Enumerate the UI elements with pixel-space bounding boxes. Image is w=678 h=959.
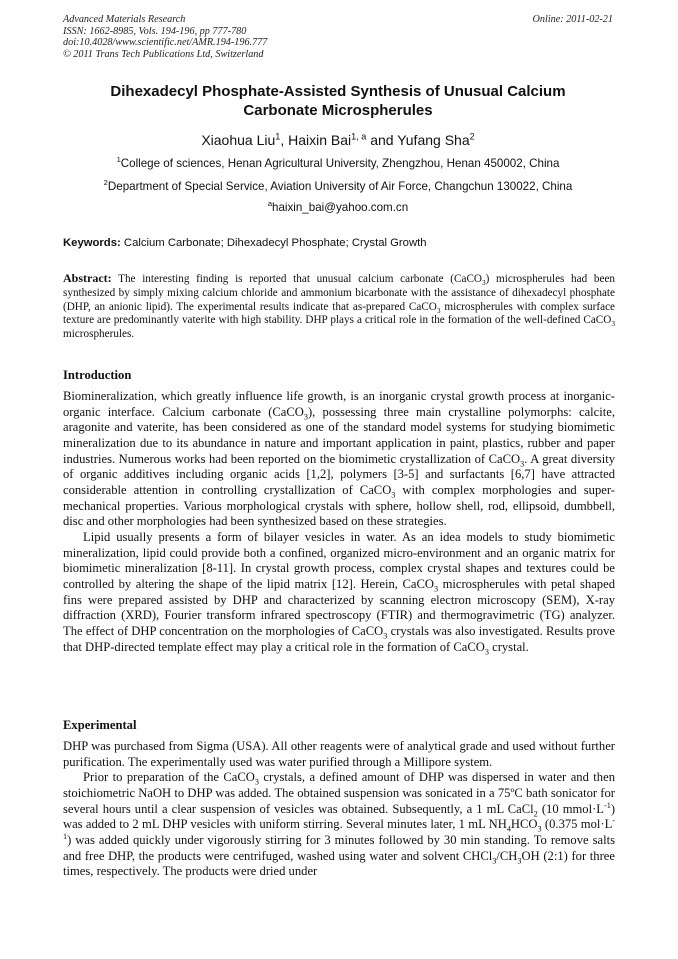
author-affil-mark: 1 [275,131,281,142]
paragraph: Lipid usually presents a form of bilayer vesicles in water. As an idea models to study biomimetic mineralization, lipid could provide both a confined, organized micro-environment and an organic matrix for biomimetic mineralization [8-11]. In crystal growth process, complex crystal shapes and textures could be controlled by altering the shape of the lipid matrix [12]. Herein, CaCO$_3$ microspherules with petal shaped fins were prepared assisted by DHP and characterized by scanning electron microscopy (SEM), X-ray diffraction (XRD), Fourier transform infrared spectroscopy (FTIR) and thermogravimetric (TG) analyzer. The effect of DHP concentration on the morphologies of CaCO$_3$ crystals was also investigated. Results prove that DHP-directed template effect may play a critical role in the formation of CaCO$_3$ crystal. [63,529,615,657]
online-date: Online: 2011-02-21 [532,14,613,25]
paragraph: Prior to preparation of the CaCO$_3$ crystals, a defined amount of DHP was dispersed in water and then stoichiometric NaOH to DHP was added. The obtained suspension was sonicated in a 75ºC bath sonicator for several hours until a clear suspension of vesicles was obtained. Subsequently, a 1 mL CaCl$_2$ (10 $mmol\cdot L^{-1}$) was added to 2 mL DHP vesicles with uniform stirring. Several minutes later, 1 mL $NH_4HCO_3$ (0.375 $mol\cdot L^{-1}$) was added quickly under vigorously stirring for 3 minutes followed by 30 min standing. To remove salts and free DHP, the products were centrifuged, washed using water and solvent $CHCl_3/CH_3OH$ (2:1) for three times, respectively. The products were dried under [63,770,616,879]
keywords [63,236,615,250]
title-line-1: Dihexadecyl Phosphate-Assisted Synthesis of Unusual Calcium [110,83,566,100]
author-email: $^a$haixin_bai@yahoo.com.cn [267,199,409,214]
experimental-body [63,739,615,880]
paper-title [63,82,613,120]
title-line-2: Carbonate Microspherules [243,102,433,119]
journal-copyright: © 2011 Trans Tech Publications Ltd, Switzerland [63,48,264,60]
journal-issn: ISSN: 1662-8985, Vols. 194-196, pp 777-780 [63,25,247,37]
affiliation-1: $^1$College of sciences, Henan Agricultural University, Zhengzhou, Henan 450002, China [116,155,560,170]
section-heading-experimental: Experimental [63,718,137,732]
keywords-text: Calcium Carbonate; Dihexadecyl Phosphate; Crystal Growth [120,237,427,249]
abstract: Abstract: The interesting finding is reported that unusual calcium carbonate (CaCO$_3$) microspherules had been synthesized by simply mixing calcium chloride and ammonium bicarbonate with the assistance of dihexadecyl phosphate (DHP, an anionic lipid). The experimental results indicate that as-prepared CaCO$_3$ microspherules with complex surface texture are predominantly vaterite with high stability. DHP plays a critical role in the formation of the well-defined CaCO$_3$ microspherules. [63,271,615,341]
author-separator: , [280,132,289,148]
paragraph: DHP was purchased from Sigma (USA). All other reagents were of analytical grade and used without further purification. The experimentally used was water purified through a Millipore system. [63,739,615,769]
affiliation-2: $^2$Department of Special Service, Aviation University of Air Force, Changchun 130022, China [103,178,573,193]
paragraph: Biomineralization, which greatly influence life growth, is an inorganic crystal growth process at inorganic-organic interface. Calcium carbonate (CaCO$_3$), possessing three main crystalline polymorphs: calcite, aragonite and vaterite, has been considered as one of the standard model systems for studying biomimetic mineralization due to its abundance in nature and important application in paint, plastics, rubber and paper industries. Numerous works had been reported on the biomimetic crystallization of CaCO$_3$. A great diversity of organic additives including organic acids [1,2], polymers [3-5] and surfactants [6,7] have attracted considerable attention in controlling crystallization of CaCO$_3$ with complex morphologies and super-mechanical properties. Various morphological crystals with sphere, hollow shell, rod, ellipsoid, dumbbell, disc and other morphologies had been synthesized based on these strategies. [63,389,615,529]
section-heading-introduction: Introduction [63,368,132,382]
author-list [63,131,613,149]
author-name: Xiaohua Liu [201,132,276,148]
journal-name: Advanced Materials Research [63,14,186,25]
author-affil-mark: 1, a [351,131,367,142]
author-separator: and [366,132,398,148]
journal-doi: doi:10.4028/www.scientific.net/AMR.194-196.777 [63,37,268,48]
author-name: Haixin Bai [288,132,352,148]
author-affil-mark: 2 [469,131,475,142]
journal-header [63,14,267,60]
abstract-label: Abstract: [63,271,112,285]
introduction-body [63,389,615,655]
author-name: Yufang Sha [397,132,470,148]
keywords-label: Keywords: [63,237,121,249]
